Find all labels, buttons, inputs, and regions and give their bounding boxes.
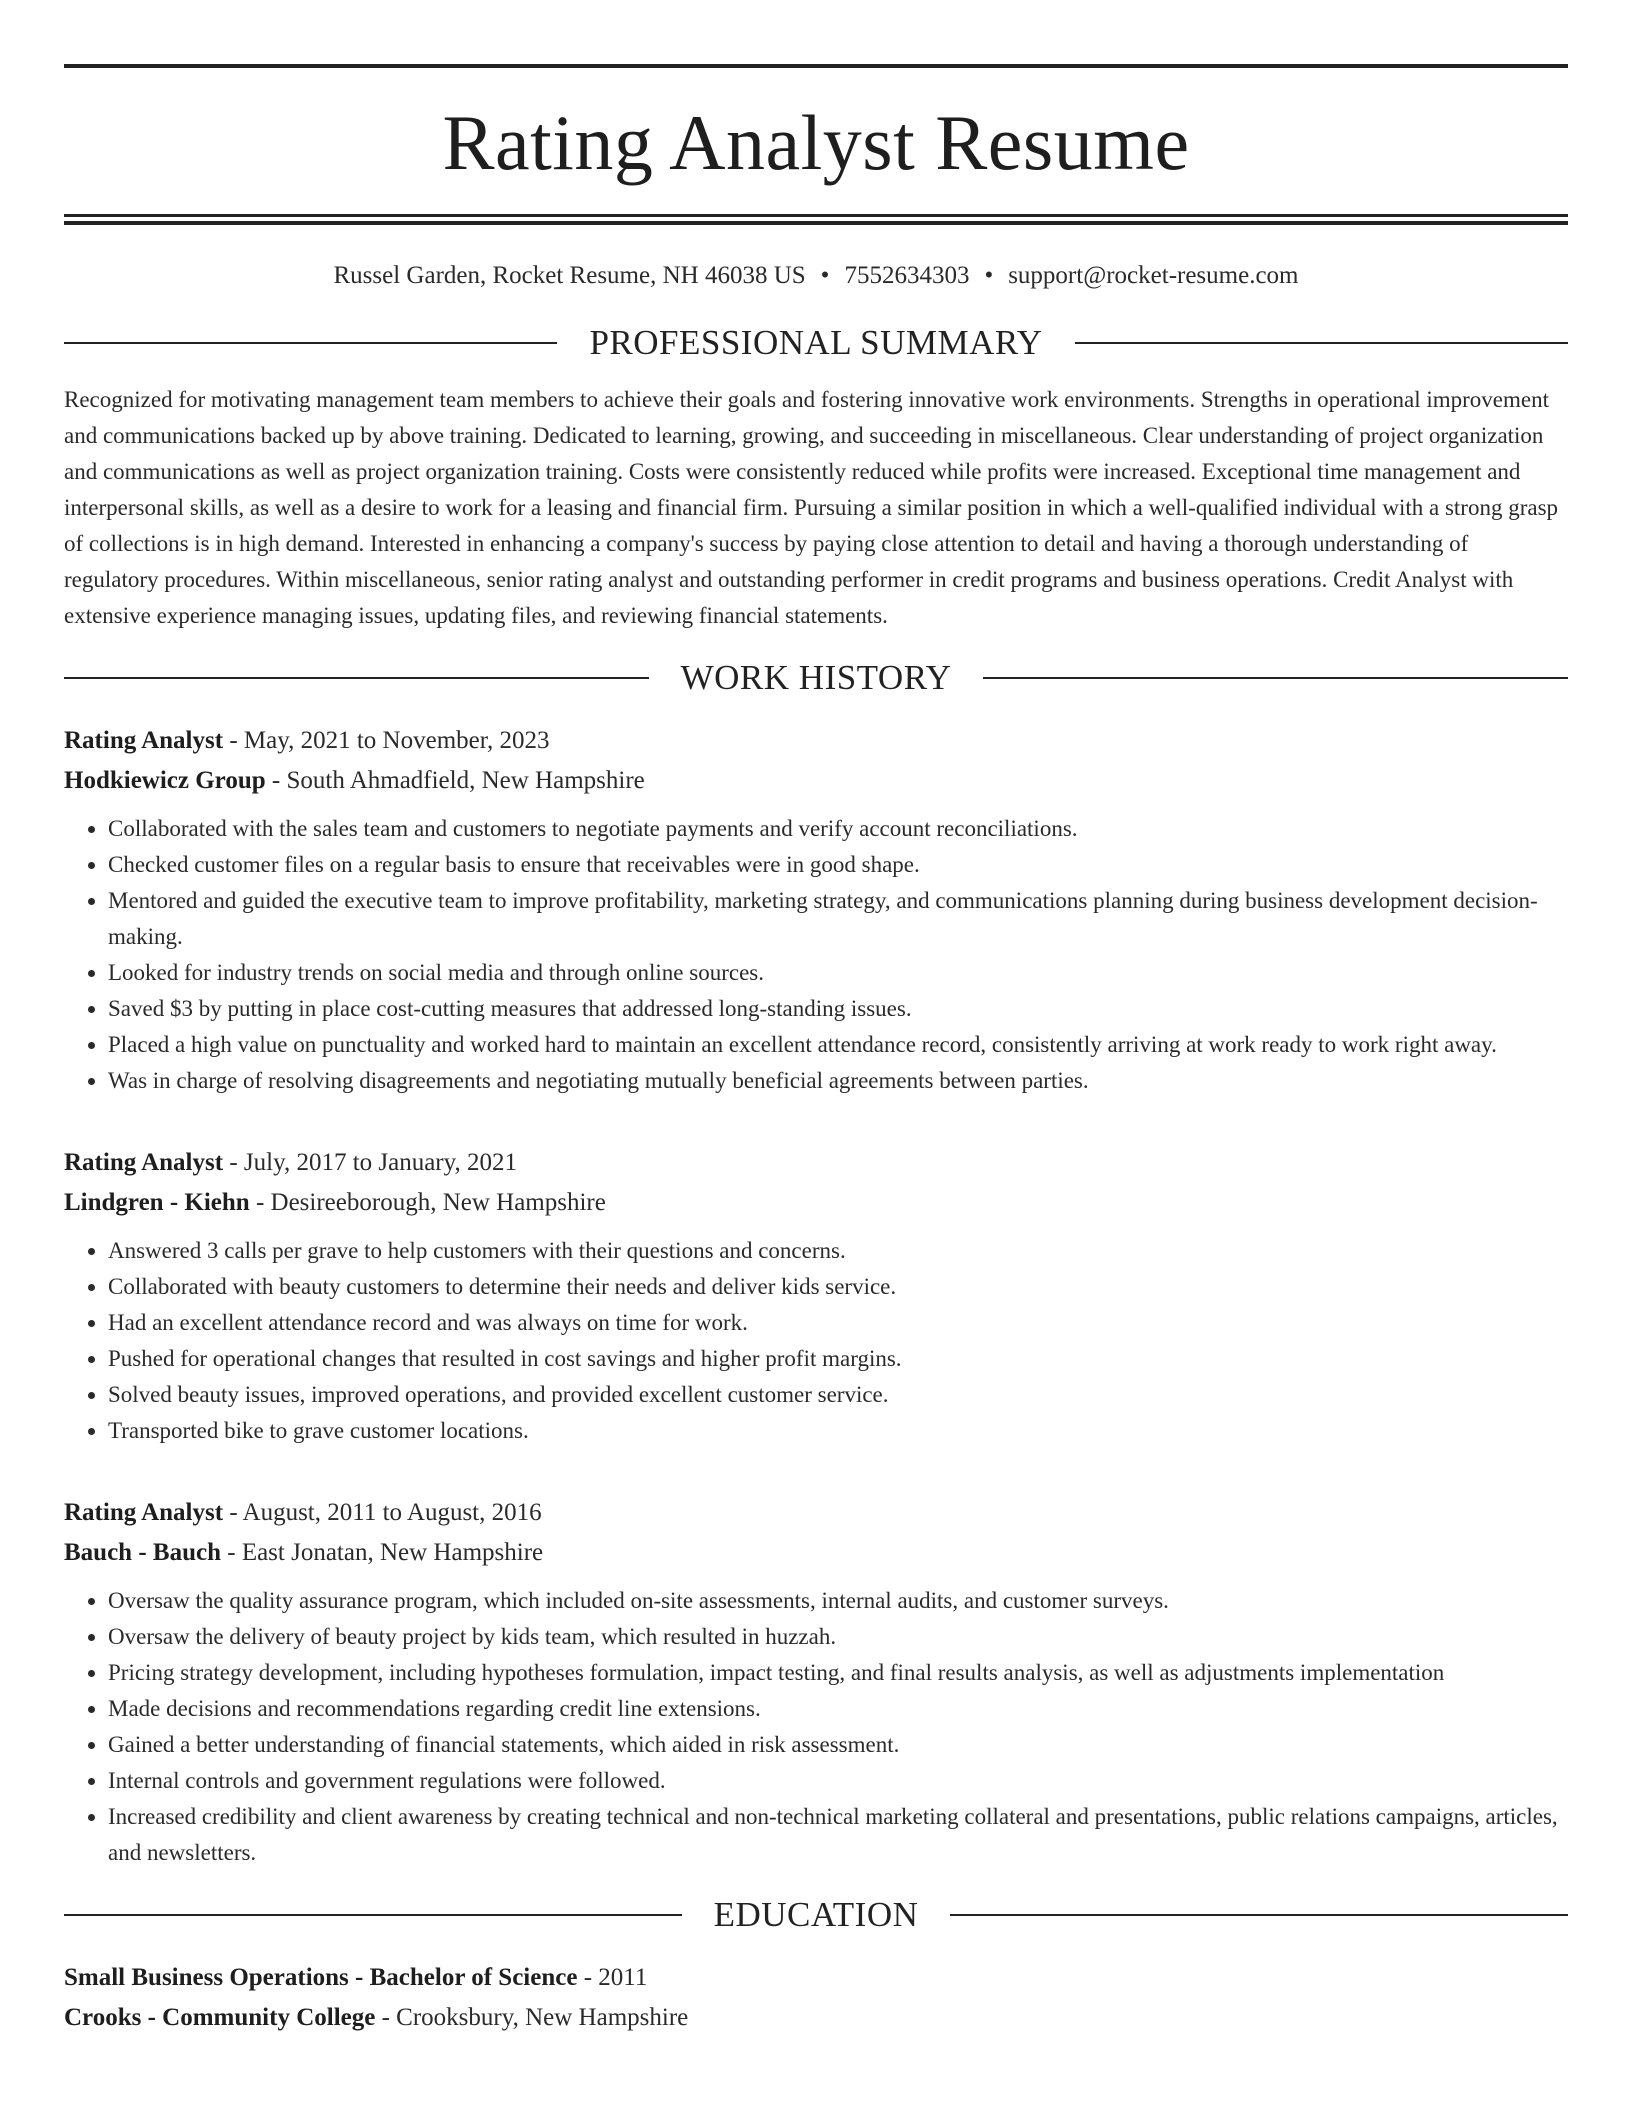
- education-year: 2011: [598, 1964, 648, 1991]
- dash: -: [577, 1964, 599, 1991]
- education-degree-line: [64, 1958, 1568, 1998]
- education-degree: Small Business Operations - Bachelor of Science: [64, 1964, 578, 1991]
- list-item: • Looked for industry trends on social media and through online sources.: [108, 955, 1568, 991]
- job-title-line: [64, 721, 1568, 761]
- dash: -: [265, 767, 287, 794]
- contact-line: [64, 261, 1568, 291]
- education-school-line: [64, 1998, 1568, 2038]
- list-item: • Increased credibility and client awareness by creating technical and non-technical marketing collateral and presentations, public relations campaigns, articles, and newsletters.: [108, 1799, 1568, 1871]
- list-item: • Pushed for operational changes that resulted in cost savings and higher profit margins.: [108, 1341, 1568, 1377]
- list-item: • Placed a high value on punctuality and worked hard to maintain an excellent attendance record, consistently arriving at work ready to work right away.: [108, 1027, 1568, 1063]
- list-item: • Collaborated with beauty customers to determine their needs and deliver kids service.: [108, 1269, 1568, 1305]
- resume-page: [64, 0, 1568, 2038]
- list-item: • Answered 3 calls per grave to help customers with their questions and concerns.: [108, 1233, 1568, 1269]
- education-location: Crooksbury, New Hampshire: [396, 2004, 689, 2031]
- section-heading-summary: [64, 325, 1568, 360]
- job-bullet-list: [64, 1583, 1568, 1871]
- job-dates: May, 2021 to November, 2023: [243, 727, 550, 754]
- dash: -: [249, 1189, 271, 1216]
- dash: -: [375, 2004, 397, 2031]
- list-item: • Oversaw the delivery of beauty project by kids team, which resulted in huzzah.: [108, 1619, 1568, 1655]
- job-bullet-list: [64, 1233, 1568, 1449]
- job-dates: July, 2017 to January, 2021: [243, 1149, 518, 1176]
- dash: -: [223, 1149, 244, 1176]
- job-entry: [64, 721, 1568, 1099]
- list-item: • Was in charge of resolving disagreements and negotiating mutually beneficial agreements between parties.: [108, 1063, 1568, 1099]
- title-double-rule: [64, 214, 1568, 225]
- job-location: East Jonatan, New Hampshire: [241, 1539, 544, 1566]
- job-location: Desireeborough, New Hampshire: [270, 1189, 606, 1216]
- list-item: • Made decisions and recommendations regarding credit line extensions.: [108, 1691, 1568, 1727]
- job-title: Rating Analyst: [64, 1149, 224, 1176]
- contact-email[interactable]: support@rocket-resume.com: [1008, 262, 1299, 289]
- list-item: • Collaborated with the sales team and customers to negotiate payments and verify account reconciliations.: [108, 811, 1568, 847]
- dash: -: [220, 1539, 242, 1566]
- job-entry: [64, 1143, 1568, 1449]
- list-item: • Internal controls and government regulations were followed.: [108, 1763, 1568, 1799]
- top-rule: [64, 64, 1568, 68]
- dash: -: [223, 727, 244, 754]
- contact-phone[interactable]: 7552634303: [844, 262, 970, 289]
- heading-rule: [64, 342, 557, 344]
- heading-rule: [983, 677, 1568, 679]
- dash: -: [223, 1499, 243, 1526]
- list-item: • Solved beauty issues, improved operations, and provided excellent customer service.: [108, 1377, 1568, 1413]
- list-item: • Transported bike to grave customer locations.: [108, 1413, 1568, 1449]
- section-title: WORK HISTORY: [680, 658, 952, 697]
- list-item: • Saved $3 by putting in place cost-cutting measures that addressed long-standing issues.: [108, 991, 1568, 1027]
- job-company: Bauch - Bauch: [64, 1539, 221, 1566]
- summary-paragraph: Recognized for motivating management team members to achieve their goals and fostering innovative work environments. Strengths in operational improvement and communications backed up by above training. Dedicated to learning, growing, and succeeding in miscellaneous. Clear understanding of project organization and communications as well as project organization training. Costs were consistently reduced while profits were increased. Exceptional time management and interpersonal skills, as well as a desire to work for a leasing and financial firm. Pursuing a similar position in which a well-qualified individual with a strong grasp of collections is in high demand. Interested in enhancing a company's success by paying close attention to detail and having a thorough understanding of regulatory procedures. Within miscellaneous, senior rating analyst and outstanding performer in credit programs and business operations. Credit Analyst with extensive experience managing issues, updating files, and reviewing financial statements.: [64, 387, 1559, 628]
- job-dates: August, 2011 to August, 2016: [242, 1499, 542, 1526]
- job-title: Rating Analyst: [64, 1499, 224, 1526]
- job-bullet-list: [64, 811, 1568, 1099]
- contact-separator: •: [984, 262, 994, 289]
- list-item: • Mentored and guided the executive team to improve profitability, marketing strategy, and communications planning during business development decision-making.: [108, 883, 1568, 955]
- job-title-line: [64, 1143, 1568, 1183]
- page-title: Rating Analyst Resume: [442, 99, 1190, 186]
- heading-rule: [1075, 342, 1568, 344]
- job-company-line: [64, 1533, 1568, 1573]
- job-company: Lindgren - Kiehn: [64, 1189, 250, 1216]
- job-company-line: [64, 1183, 1568, 1223]
- list-item: • Had an excellent attendance record and was always on time for work.: [108, 1305, 1568, 1341]
- list-item: • Gained a better understanding of financial statements, which aided in risk assessment.: [108, 1727, 1568, 1763]
- job-company-line: [64, 761, 1568, 801]
- contact-address: Russel Garden, Rocket Resume, NH 46038 US: [333, 262, 806, 289]
- job-title: Rating Analyst: [64, 727, 224, 754]
- job-title-line: [64, 1493, 1568, 1533]
- heading-rule: [64, 1914, 682, 1916]
- job-company: Hodkiewicz Group: [64, 767, 266, 794]
- section-heading-education: [64, 1897, 1568, 1932]
- education-entry: [64, 1958, 1568, 2038]
- list-item: • Pricing strategy development, including hypotheses formulation, impact testing, and final results analysis, as well as adjustments implementation: [108, 1655, 1568, 1691]
- list-item: • Oversaw the quality assurance program, which included on-site assessments, internal audits, and customer surveys.: [108, 1583, 1568, 1619]
- heading-rule: [950, 1914, 1568, 1916]
- heading-rule: [64, 677, 649, 679]
- list-item: • Checked customer files on a regular basis to ensure that receivables were in good shape.: [108, 847, 1568, 883]
- job-location: South Ahmadfield, New Hampshire: [286, 767, 645, 794]
- job-entry: [64, 1493, 1568, 1871]
- education-school: Crooks - Community College: [64, 2004, 376, 2031]
- section-title: EDUCATION: [713, 1895, 919, 1934]
- section-title: PROFESSIONAL SUMMARY: [589, 323, 1043, 362]
- contact-separator: •: [820, 262, 830, 289]
- section-heading-work: [64, 660, 1568, 695]
- work-history-list: [64, 721, 1568, 1871]
